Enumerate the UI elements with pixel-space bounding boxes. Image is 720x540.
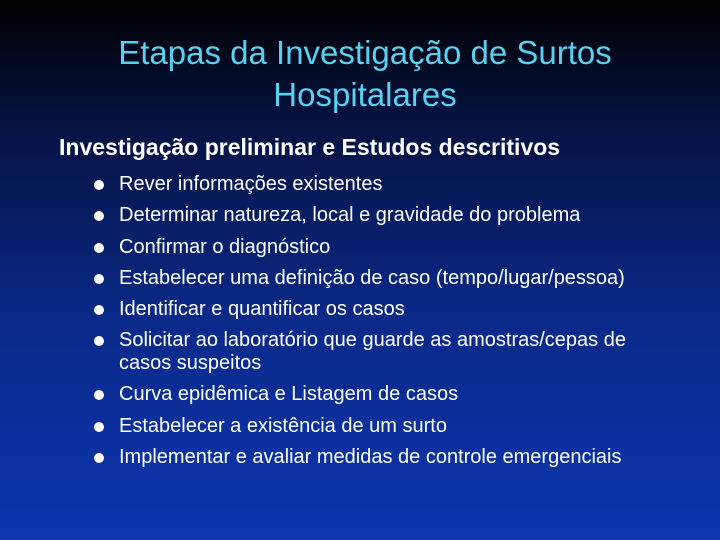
list-item-text: Identificar e quantificar os casos (119, 298, 405, 321)
section-heading: Investigação preliminar e Estudos descritivos (59, 134, 561, 160)
bullet-list (94, 169, 694, 473)
bullet-icon (94, 453, 104, 463)
list-item (94, 263, 694, 294)
bullet-icon (94, 243, 104, 253)
list-item (94, 411, 694, 442)
list-item-text: Estabelecer a existência de um surto (119, 414, 447, 437)
bullet-icon (94, 180, 104, 190)
list-item-text: Implementar e avaliar medidas de controle emergenciais (119, 446, 622, 469)
list-item (94, 442, 694, 473)
bullet-icon (94, 211, 104, 221)
bullet-icon (94, 305, 104, 315)
list-item-text: Determinar natureza, local e gravidade do problema (119, 204, 581, 227)
list-item-text: Confirmar o diagnóstico (119, 235, 331, 258)
list-item (94, 200, 694, 231)
list-item (94, 294, 694, 325)
bullet-icon (94, 336, 104, 346)
slide-title-line-1: Etapas da Investigação de Surtos (118, 34, 612, 71)
bullet-icon (94, 390, 104, 400)
slide-title-line-2: Hospitalares (273, 76, 457, 113)
list-item (94, 379, 694, 410)
list-item (94, 169, 694, 200)
list-item-text: Estabelecer uma definição de caso (tempo/lugar/pessoa) (119, 266, 625, 289)
list-item-text: Solicitar ao laboratório que guarde as amostras/cepas de casos suspeitos (119, 329, 626, 375)
bullet-icon (94, 274, 104, 284)
slide-title (0, 32, 720, 116)
list-item-text: Curva epidêmica e Listagem de casos (119, 383, 459, 406)
list-item (94, 232, 694, 263)
bullet-icon (94, 422, 104, 432)
list-item (94, 325, 679, 379)
list-item-text: Rever informações existentes (119, 173, 383, 195)
